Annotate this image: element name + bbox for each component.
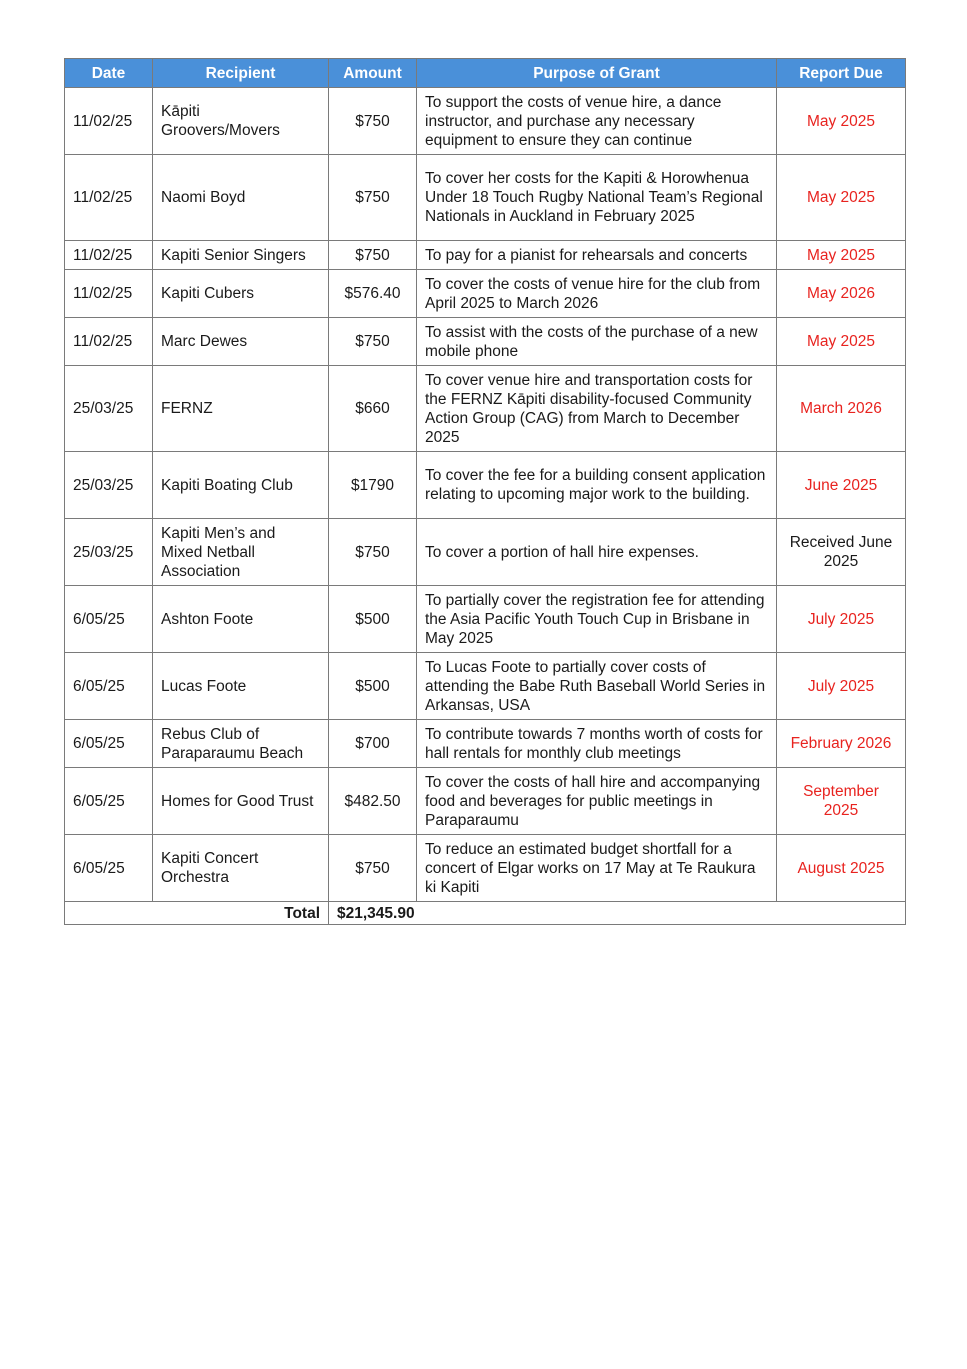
cell-report-due: February 2026 bbox=[777, 720, 906, 768]
cell-purpose: To cover the costs of hall hire and accompanying food and beverages for public meetings in Paraparaumu bbox=[417, 768, 777, 835]
cell-date: 11/02/25 bbox=[65, 88, 153, 155]
cell-amount: $750 bbox=[329, 519, 417, 586]
table-row bbox=[65, 519, 906, 586]
table-row bbox=[65, 241, 906, 270]
table-row bbox=[65, 653, 906, 720]
cell-report-due: May 2025 bbox=[777, 155, 906, 241]
cell-date: 11/02/25 bbox=[65, 241, 153, 270]
cell-amount: $750 bbox=[329, 88, 417, 155]
total-row bbox=[65, 902, 906, 925]
cell-purpose: To cover venue hire and transportation costs for the FERNZ Kāpiti disability-focused Community Action Group (CAG) from March to December 2025 bbox=[417, 366, 777, 452]
cell-purpose: To reduce an estimated budget shortfall for a concert of Elgar works on 17 May at Te Raukura ki Kapiti bbox=[417, 835, 777, 902]
table-row bbox=[65, 452, 906, 519]
cell-report-due: June 2025 bbox=[777, 452, 906, 519]
cell-amount: $750 bbox=[329, 318, 417, 366]
cell-date: 6/05/25 bbox=[65, 720, 153, 768]
cell-recipient: Kapiti Concert Orchestra bbox=[153, 835, 329, 902]
cell-amount: $660 bbox=[329, 366, 417, 452]
cell-recipient: Ashton Foote bbox=[153, 586, 329, 653]
cell-date: 6/05/25 bbox=[65, 653, 153, 720]
header-recipient: Recipient bbox=[153, 59, 329, 88]
cell-date: 6/05/25 bbox=[65, 768, 153, 835]
cell-amount: $750 bbox=[329, 835, 417, 902]
cell-date: 25/03/25 bbox=[65, 366, 153, 452]
table-row bbox=[65, 835, 906, 902]
cell-purpose: To cover the costs of venue hire for the club from April 2025 to March 2026 bbox=[417, 270, 777, 318]
cell-report-due: March 2026 bbox=[777, 366, 906, 452]
cell-recipient: Marc Dewes bbox=[153, 318, 329, 366]
header-date: Date bbox=[65, 59, 153, 88]
cell-date: 25/03/25 bbox=[65, 452, 153, 519]
cell-recipient: Kapiti Senior Singers bbox=[153, 241, 329, 270]
grants-table bbox=[64, 58, 906, 925]
table-row bbox=[65, 720, 906, 768]
cell-date: 6/05/25 bbox=[65, 586, 153, 653]
cell-purpose: To support the costs of venue hire, a dance instructor, and purchase any necessary equipment to ensure they can continue bbox=[417, 88, 777, 155]
cell-date: 11/02/25 bbox=[65, 318, 153, 366]
cell-purpose: To partially cover the registration fee for attending the Asia Pacific Youth Touch Cup in Brisbane in May 2025 bbox=[417, 586, 777, 653]
cell-report-due: August 2025 bbox=[777, 835, 906, 902]
header-report-due: Report Due bbox=[777, 59, 906, 88]
cell-report-due: May 2026 bbox=[777, 270, 906, 318]
cell-recipient: Lucas Foote bbox=[153, 653, 329, 720]
cell-date: 11/02/25 bbox=[65, 270, 153, 318]
cell-recipient: FERNZ bbox=[153, 366, 329, 452]
cell-recipient: Rebus Club of Paraparaumu Beach bbox=[153, 720, 329, 768]
cell-report-due: May 2025 bbox=[777, 241, 906, 270]
table-row bbox=[65, 270, 906, 318]
cell-amount: $750 bbox=[329, 241, 417, 270]
total-spacer bbox=[417, 902, 777, 925]
cell-date: 25/03/25 bbox=[65, 519, 153, 586]
cell-amount: $576.40 bbox=[329, 270, 417, 318]
cell-purpose: To cover a portion of hall hire expenses. bbox=[417, 519, 777, 586]
cell-amount: $700 bbox=[329, 720, 417, 768]
cell-report-due: May 2025 bbox=[777, 88, 906, 155]
header-amount: Amount bbox=[329, 59, 417, 88]
cell-amount: $1790 bbox=[329, 452, 417, 519]
cell-report-due: July 2025 bbox=[777, 653, 906, 720]
cell-recipient: Kapiti Men’s and Mixed Netball Association bbox=[153, 519, 329, 586]
cell-purpose: To cover her costs for the Kapiti & Horowhenua Under 18 Touch Rugby National Team’s Regional Nationals in Auckland in February 2025 bbox=[417, 155, 777, 241]
cell-report-due: Received June 2025 bbox=[777, 519, 906, 586]
header-row bbox=[65, 59, 906, 88]
total-label: Total bbox=[65, 902, 329, 925]
cell-recipient: Kāpiti Groovers/Movers bbox=[153, 88, 329, 155]
table-row bbox=[65, 366, 906, 452]
cell-purpose: To Lucas Foote to partially cover costs of attending the Babe Ruth Baseball World Series in Arkansas, USA bbox=[417, 653, 777, 720]
cell-purpose: To cover the fee for a building consent application relating to upcoming major work to the building. bbox=[417, 452, 777, 519]
table-row bbox=[65, 318, 906, 366]
cell-amount: $482.50 bbox=[329, 768, 417, 835]
cell-purpose: To pay for a pianist for rehearsals and concerts bbox=[417, 241, 777, 270]
table-row bbox=[65, 155, 906, 241]
cell-purpose: To contribute towards 7 months worth of costs for hall rentals for monthly club meetings bbox=[417, 720, 777, 768]
header-purpose: Purpose of Grant bbox=[417, 59, 777, 88]
cell-report-due: September 2025 bbox=[777, 768, 906, 835]
cell-recipient: Kapiti Boating Club bbox=[153, 452, 329, 519]
cell-amount: $500 bbox=[329, 586, 417, 653]
cell-recipient: Kapiti Cubers bbox=[153, 270, 329, 318]
total-value: $21,345.90 bbox=[329, 902, 417, 925]
cell-recipient: Homes for Good Trust bbox=[153, 768, 329, 835]
cell-date: 11/02/25 bbox=[65, 155, 153, 241]
table-row bbox=[65, 88, 906, 155]
table-row bbox=[65, 586, 906, 653]
cell-amount: $500 bbox=[329, 653, 417, 720]
cell-amount: $750 bbox=[329, 155, 417, 241]
total-spacer bbox=[777, 902, 906, 925]
cell-date: 6/05/25 bbox=[65, 835, 153, 902]
table-row bbox=[65, 768, 906, 835]
cell-report-due: May 2025 bbox=[777, 318, 906, 366]
cell-report-due: July 2025 bbox=[777, 586, 906, 653]
cell-recipient: Naomi Boyd bbox=[153, 155, 329, 241]
cell-purpose: To assist with the costs of the purchase of a new mobile phone bbox=[417, 318, 777, 366]
